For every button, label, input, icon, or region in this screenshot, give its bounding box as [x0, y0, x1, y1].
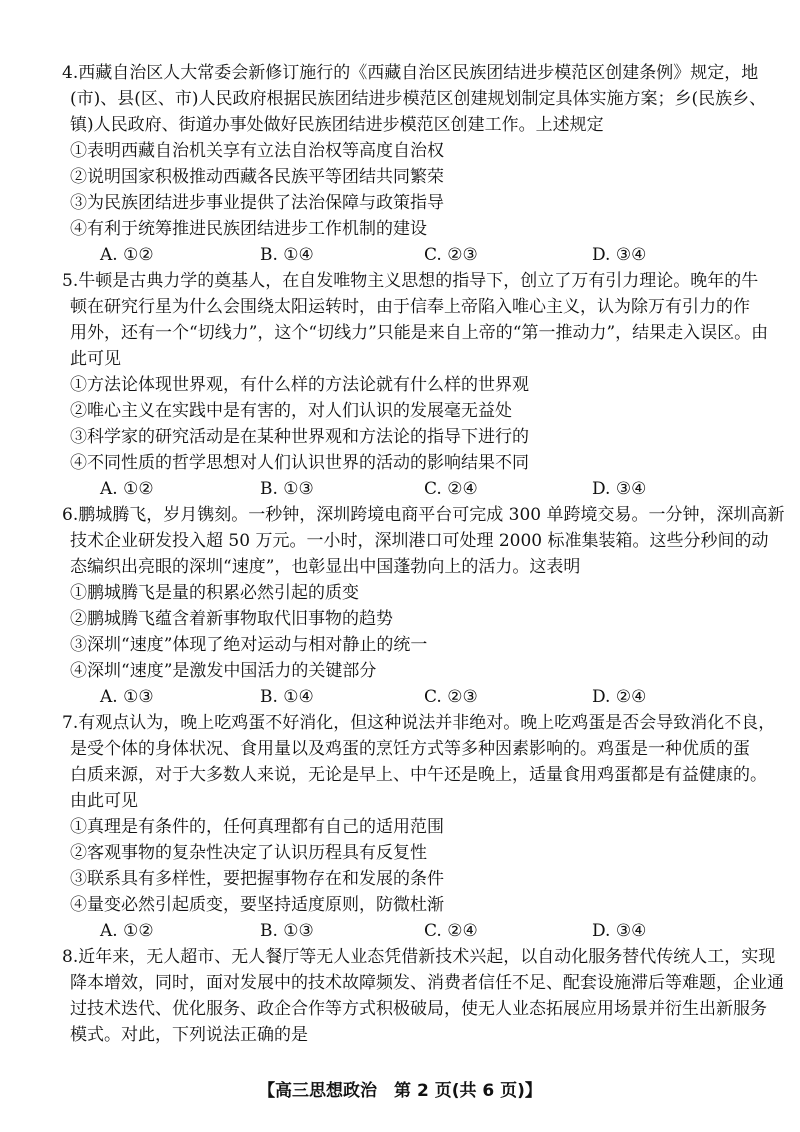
q8-stem-line: 模式。对此，下列说法正确的是	[70, 1025, 308, 1045]
q5-choice-a: A. ①②	[100, 479, 154, 499]
q6-choice-c: C. ②③	[424, 687, 478, 707]
q8-stem-line: 过技术迭代、优化服务、政企合作等方式积极破局，使无人业态拓展应用场景并衍生出新服务	[70, 999, 767, 1019]
q5-stem-line: 5.牛顿是古典力学的奠基人，在自发唯物主义思想的指导下，创立了万有引力理论。晚年的牛	[62, 271, 759, 291]
q7-choice-b: B. ①③	[260, 921, 314, 941]
q5-choice-b: B. ①③	[260, 479, 314, 499]
q7-stem-line: 是受个体的身体状况、食用量以及鸡蛋的烹饪方式等多种因素影响的。鸡蛋是一种优质的蛋	[70, 739, 750, 759]
q6-option-4: ④深圳“速度”是激发中国活力的关键部分	[70, 661, 377, 681]
q5-option-1: ①方法论体现世界观，有什么样的方法论就有什么样的世界观	[70, 375, 529, 395]
q5-option-3: ③科学家的研究活动是在某种世界观和方法论的指导下进行的	[70, 427, 529, 447]
q7-choices	[70, 918, 750, 944]
q6-stem-line: 态编织出亮眼的深圳“速度”，也彰显出中国蓬勃向上的活力。这表明	[70, 557, 581, 577]
q4-option-3: ③为民族团结进步事业提供了法治保障与政策指导	[70, 193, 444, 213]
q6-stem-line: 6.鹏城腾飞，岁月镌刻。一秒钟，深圳跨境电商平台可完成 300 单跨境交易。一分钟，深圳高新	[62, 505, 785, 525]
q4-option-2: ②说明国家积极推动西藏各民族平等团结共同繁荣	[70, 167, 444, 187]
q4-stem-line: 4.西藏自治区人大常委会新修订施行的《西藏自治区民族团结进步模范区创建条例》规定，地	[62, 63, 759, 83]
q7-choice-a: A. ①②	[100, 921, 154, 941]
q6-option-2: ②鹏城腾飞蕴含着新事物取代旧事物的趋势	[70, 609, 393, 629]
q7-option-4: ④量变必然引起质变，要坚持适度原则，防微杜渐	[70, 895, 444, 915]
q4-choice-a: A. ①②	[100, 245, 154, 265]
page-footer: 【高三思想政治 第 2 页(共 6 页)】	[258, 1081, 542, 1101]
q6-option-3: ③深圳“速度”体现了绝对运动与相对静止的统一	[70, 635, 428, 655]
q6-choice-b: B. ①④	[260, 687, 314, 707]
q6-choice-a: A. ①③	[100, 687, 154, 707]
q7-option-3: ③联系具有多样性，要把握事物存在和发展的条件	[70, 869, 444, 889]
q4-choice-c: C. ②③	[424, 245, 478, 265]
q5-choice-c: C. ②④	[424, 479, 478, 499]
q5-choice-d: D. ③④	[592, 479, 647, 499]
q5-choices	[70, 476, 750, 502]
q8-stem-line: 降本增效，同时，面对发展中的技术故障频发、消费者信任不足、配套设施滞后等难题，企业通	[70, 973, 784, 993]
q4-option-1: ①表明西藏自治机关享有立法自治权等高度自治权	[70, 141, 444, 161]
question-6	[62, 502, 785, 710]
question-7	[62, 710, 776, 944]
q7-stem-line: 7.有观点认为，晚上吃鸡蛋不好消化，但这种说法并非绝对。晚上吃鸡蛋是否会导致消化不良，	[62, 713, 776, 733]
q7-option-2: ②客观事物的复杂性决定了认识历程具有反复性	[70, 843, 427, 863]
q5-stem-line: 此可见	[70, 349, 121, 369]
q7-stem-line: 白质来源，对于大多数人来说，无论是早上、中午还是晚上，适量食用鸡蛋都是有益健康的。	[70, 765, 767, 785]
q6-choice-d: D. ②④	[592, 687, 647, 707]
q4-choice-b: B. ①④	[260, 245, 314, 265]
q4-choices	[70, 242, 750, 268]
q7-choice-c: C. ②④	[424, 921, 478, 941]
q7-choice-d: D. ③④	[592, 921, 647, 941]
q6-option-1: ①鹏城腾飞是量的积累必然引起的质变	[70, 583, 359, 603]
q7-option-1: ①真理是有条件的，任何真理都有自己的适用范围	[70, 817, 444, 837]
q4-choice-d: D. ③④	[592, 245, 647, 265]
q5-option-4: ④不同性质的哲学思想对人们认识世界的活动的影响结果不同	[70, 453, 529, 473]
q6-choices	[70, 684, 750, 710]
question-5	[62, 268, 769, 502]
q7-stem-line: 由此可见	[70, 791, 138, 811]
question-8	[62, 944, 784, 1048]
q4-stem-line: 镇)人民政府、街道办事处做好民族团结进步模范区创建工作。上述规定	[70, 115, 604, 135]
q6-stem-line: 技术企业研发投入超 50 万元。一小时，深圳港口可处理 2000 标准集装箱。这些分秒间的动	[70, 531, 769, 551]
q4-option-4: ④有利于统筹推进民族团结进步工作机制的建设	[70, 219, 427, 239]
q4-stem-line: (市)、县(区、市)人民政府根据民族团结进步模范区创建规划制定具体实施方案；乡(民族乡、	[70, 89, 767, 109]
q5-option-2: ②唯心主义在实践中是有害的，对人们认识的发展毫无益处	[70, 401, 512, 421]
q5-stem-line: 用外，还有一个“切线力”，这个“切线力”只能是来自上帝的“第一推动力”，结果走入误区。由	[70, 323, 769, 343]
q5-stem-line: 顿在研究行星为什么会围绕太阳运转时，由于信奉上帝陷入唯心主义，认为除万有引力的作	[70, 297, 750, 317]
question-4	[62, 60, 767, 268]
q8-stem-line: 8.近年来，无人超市、无人餐厅等无人业态凭借新技术兴起，以自动化服务替代传统人工，实现	[62, 947, 776, 967]
